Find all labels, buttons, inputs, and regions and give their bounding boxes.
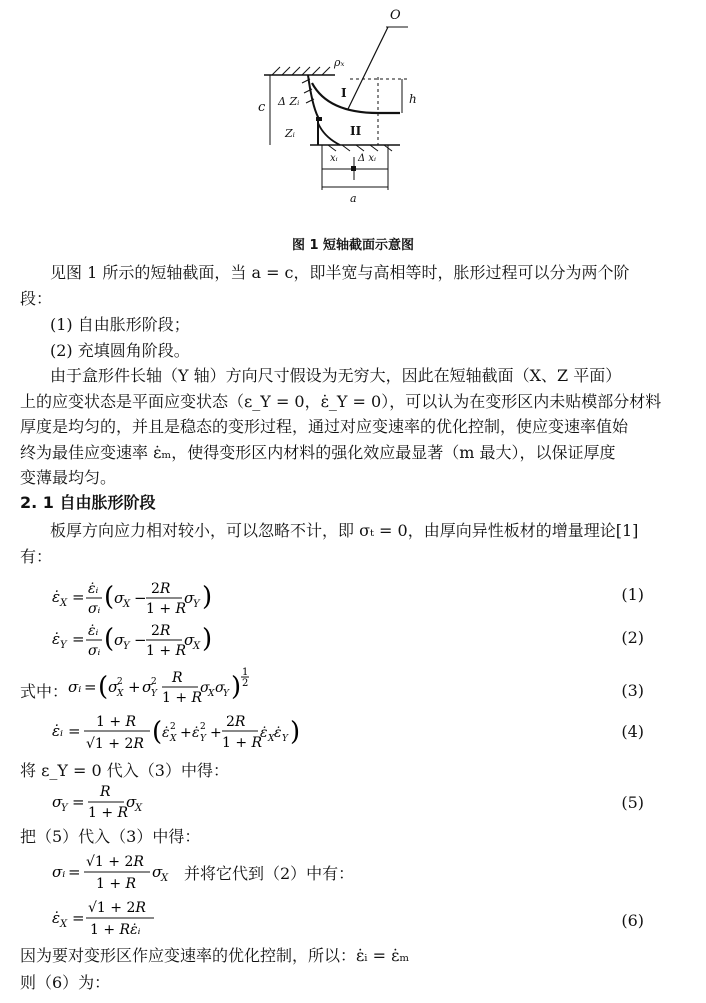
equation-number: (1): [621, 585, 644, 604]
svg-text:√1 + 2R: √1 + 2R: [88, 900, 146, 916]
paragraph-line: 由于盒形件长轴（Y 轴）方向尺寸假设为无穷大，因此在短轴截面（X、Z 平面）: [50, 366, 622, 385]
paragraph-line: 上的应变状态是平面应变状态（ε_Y = 0，ε̇_Y = 0），可以认为在变形区内未贴模部分材料: [20, 392, 662, 411]
fig-label-O: O: [390, 8, 401, 23]
list-item: (1) 自由胀形阶段；: [50, 315, 190, 334]
svg-text:√1 + 2R: √1 + 2R: [86, 854, 144, 870]
paragraph-line: 则（6）为：: [20, 973, 111, 992]
svg-text:σ: σ: [215, 680, 225, 696]
svg-text:2: 2: [200, 722, 206, 732]
svg-text:(: (: [104, 624, 115, 654]
equation-2: [52, 620, 252, 664]
svg-text:=: =: [84, 678, 97, 696]
svg-text:Y: Y: [123, 641, 130, 652]
svg-text:): ): [202, 624, 213, 654]
equation-5: [52, 781, 192, 827]
svg-text:1 + R: 1 + R: [146, 601, 187, 617]
svg-text:ε̇: ε̇: [260, 725, 268, 741]
svg-text:σᵢ: σᵢ: [68, 678, 82, 696]
svg-text:Y: Y: [223, 689, 229, 699]
svg-text:σ: σ: [142, 678, 153, 696]
section-heading: 2. 1 自由胀形阶段: [20, 493, 156, 512]
svg-text:σ: σ: [108, 678, 119, 696]
svg-text:ε̇: ε̇: [52, 909, 61, 927]
svg-text:1 + R: 1 + R: [162, 690, 203, 706]
svg-text:): ): [202, 582, 213, 612]
fig-label-h: h: [409, 92, 417, 106]
paragraph-line: 板厚方向应力相对较小，可以忽略不计，即 σₜ = 0，由厚向异性板材的增量理论[1]: [50, 521, 639, 540]
svg-text:σ: σ: [184, 631, 195, 649]
equation-number: (2): [621, 628, 644, 647]
equation-4: [52, 710, 332, 758]
svg-text:X: X: [117, 689, 124, 699]
svg-text:=: =: [72, 588, 85, 606]
svg-text:X: X: [208, 689, 215, 699]
paragraph-line: 并将它代到（2）中有：: [184, 864, 355, 883]
svg-text:R: R: [100, 784, 111, 800]
fig-label-x: xᵢ: [330, 153, 338, 164]
svg-text:σ: σ: [114, 631, 125, 649]
svg-text:1 + R: 1 + R: [222, 735, 263, 751]
svg-text:ε̇: ε̇: [192, 725, 200, 741]
svg-text:√1 + 2R: √1 + 2R: [86, 736, 144, 752]
fig-label-c: c: [258, 100, 266, 115]
svg-text:(: (: [104, 582, 115, 612]
paragraph-line: 段：: [20, 289, 53, 308]
svg-text:σ: σ: [200, 680, 210, 696]
svg-text:X: X: [161, 873, 169, 884]
paragraph-line: 厚度是均匀的，并且是稳态的变形过程，通过对应变速率的优化控制，使应变速率值始: [20, 417, 629, 436]
svg-text:2R: 2R: [151, 581, 171, 597]
figure-caption: 图 1 短轴截面示意图: [291, 238, 415, 253]
svg-text:(: (: [152, 717, 163, 747]
svg-text:ε̇ᵢ: ε̇ᵢ: [88, 581, 99, 597]
svg-text:=: =: [68, 722, 81, 740]
svg-text:=: =: [68, 863, 81, 881]
equation-number: (3): [621, 681, 644, 700]
paragraph-line: 把（5）代入（3）中得：: [20, 827, 201, 846]
svg-text:ε̇: ε̇: [52, 630, 61, 648]
where-label: 式中：: [20, 682, 69, 701]
equation-number: (5): [621, 793, 644, 812]
svg-text:=: =: [72, 909, 85, 927]
svg-text:σᵢ: σᵢ: [88, 643, 101, 659]
paragraph-line: 变薄最均匀。: [20, 468, 117, 487]
equation-sigma-i: [52, 850, 192, 898]
paragraph-line: 因为要对变形区作应变速率的优化控制，所以：ε̇ᵢ = ε̇ₘ: [20, 946, 410, 965]
svg-text:Y: Y: [282, 734, 288, 744]
svg-text:2: 2: [170, 722, 176, 732]
svg-text:(: (: [98, 672, 109, 702]
equation-6: [52, 896, 192, 944]
svg-text:): ): [231, 672, 242, 702]
fig-label-II: II: [350, 124, 362, 138]
equation-number: (6): [621, 911, 644, 930]
svg-text:R: R: [172, 670, 183, 686]
fig-label-I: I: [341, 86, 347, 100]
svg-text:Y: Y: [193, 599, 200, 610]
fig-label-rho: ρₓ: [334, 56, 345, 69]
svg-text:): ): [290, 717, 301, 747]
paragraph-line: 将 ε_Y = 0 代入（3）中得：: [20, 761, 229, 780]
svg-text:X: X: [60, 919, 68, 930]
svg-text:1 + R: 1 + R: [88, 805, 129, 821]
equation-number: (4): [621, 722, 644, 741]
fig-label-dx: Δ xᵢ: [358, 153, 377, 164]
svg-text:ε̇: ε̇: [162, 725, 170, 741]
svg-text:X: X: [135, 803, 143, 814]
svg-text:2: 2: [151, 677, 157, 687]
svg-text:2: 2: [242, 678, 249, 689]
svg-text:ε̇: ε̇: [52, 588, 61, 606]
paragraph-line: 有：: [20, 547, 53, 566]
svg-text:σ: σ: [52, 793, 63, 811]
svg-text:ε̇: ε̇: [274, 725, 282, 741]
svg-text:=: =: [72, 630, 85, 648]
svg-text:+: +: [180, 725, 192, 741]
svg-text:σ: σ: [184, 589, 195, 607]
svg-text:X: X: [123, 599, 131, 610]
fig-label-dz: Δ Zᵢ: [278, 95, 300, 108]
svg-text:Y: Y: [200, 734, 206, 744]
fig-label-a: a: [350, 192, 357, 205]
svg-text:1 + Rε̇ᵢ: 1 + Rε̇ᵢ: [90, 922, 141, 938]
svg-text:σ: σ: [152, 863, 163, 881]
svg-text:X: X: [268, 734, 275, 744]
svg-text:Y: Y: [60, 640, 67, 651]
svg-text:1 + R: 1 + R: [146, 643, 187, 659]
equation-3: [68, 664, 308, 710]
svg-text:Y: Y: [151, 689, 157, 699]
list-item: (2) 充填圆角阶段。: [50, 341, 190, 360]
svg-text:σᵢ: σᵢ: [52, 863, 66, 881]
svg-text:Y: Y: [61, 803, 68, 814]
svg-text:σ: σ: [114, 589, 125, 607]
svg-text:2R: 2R: [226, 714, 246, 730]
svg-text:σ: σ: [126, 793, 137, 811]
svg-text:2R: 2R: [151, 623, 171, 639]
svg-text:−: −: [134, 589, 147, 607]
equation-1: [52, 578, 252, 622]
svg-text:1 + R: 1 + R: [96, 876, 137, 892]
paragraph-line: 见图 1 所示的短轴截面，当 a = c，即半宽与高相等时，胀形过程可以分为两个阶: [50, 263, 630, 282]
fig-label-z: Zᵢ: [285, 127, 295, 140]
svg-text:ε̇ᵢ: ε̇ᵢ: [52, 722, 64, 740]
svg-text:2: 2: [117, 677, 123, 687]
svg-text:X: X: [60, 598, 68, 609]
svg-text:+: +: [128, 678, 141, 696]
paragraph-line: 终为最佳应变速率 ε̇ₘ，使得变形区内材料的强化效应最显著（m 最大），以保证厚度: [20, 443, 616, 462]
svg-text:−: −: [134, 631, 147, 649]
svg-text:ε̇ᵢ: ε̇ᵢ: [88, 623, 99, 639]
svg-text:=: =: [72, 793, 85, 811]
svg-text:X: X: [170, 734, 177, 744]
svg-text:X: X: [193, 641, 201, 652]
svg-text:σᵢ: σᵢ: [88, 601, 101, 617]
svg-text:1: 1: [242, 667, 249, 678]
svg-text:+: +: [210, 725, 222, 741]
svg-text:1 + R: 1 + R: [96, 714, 137, 730]
